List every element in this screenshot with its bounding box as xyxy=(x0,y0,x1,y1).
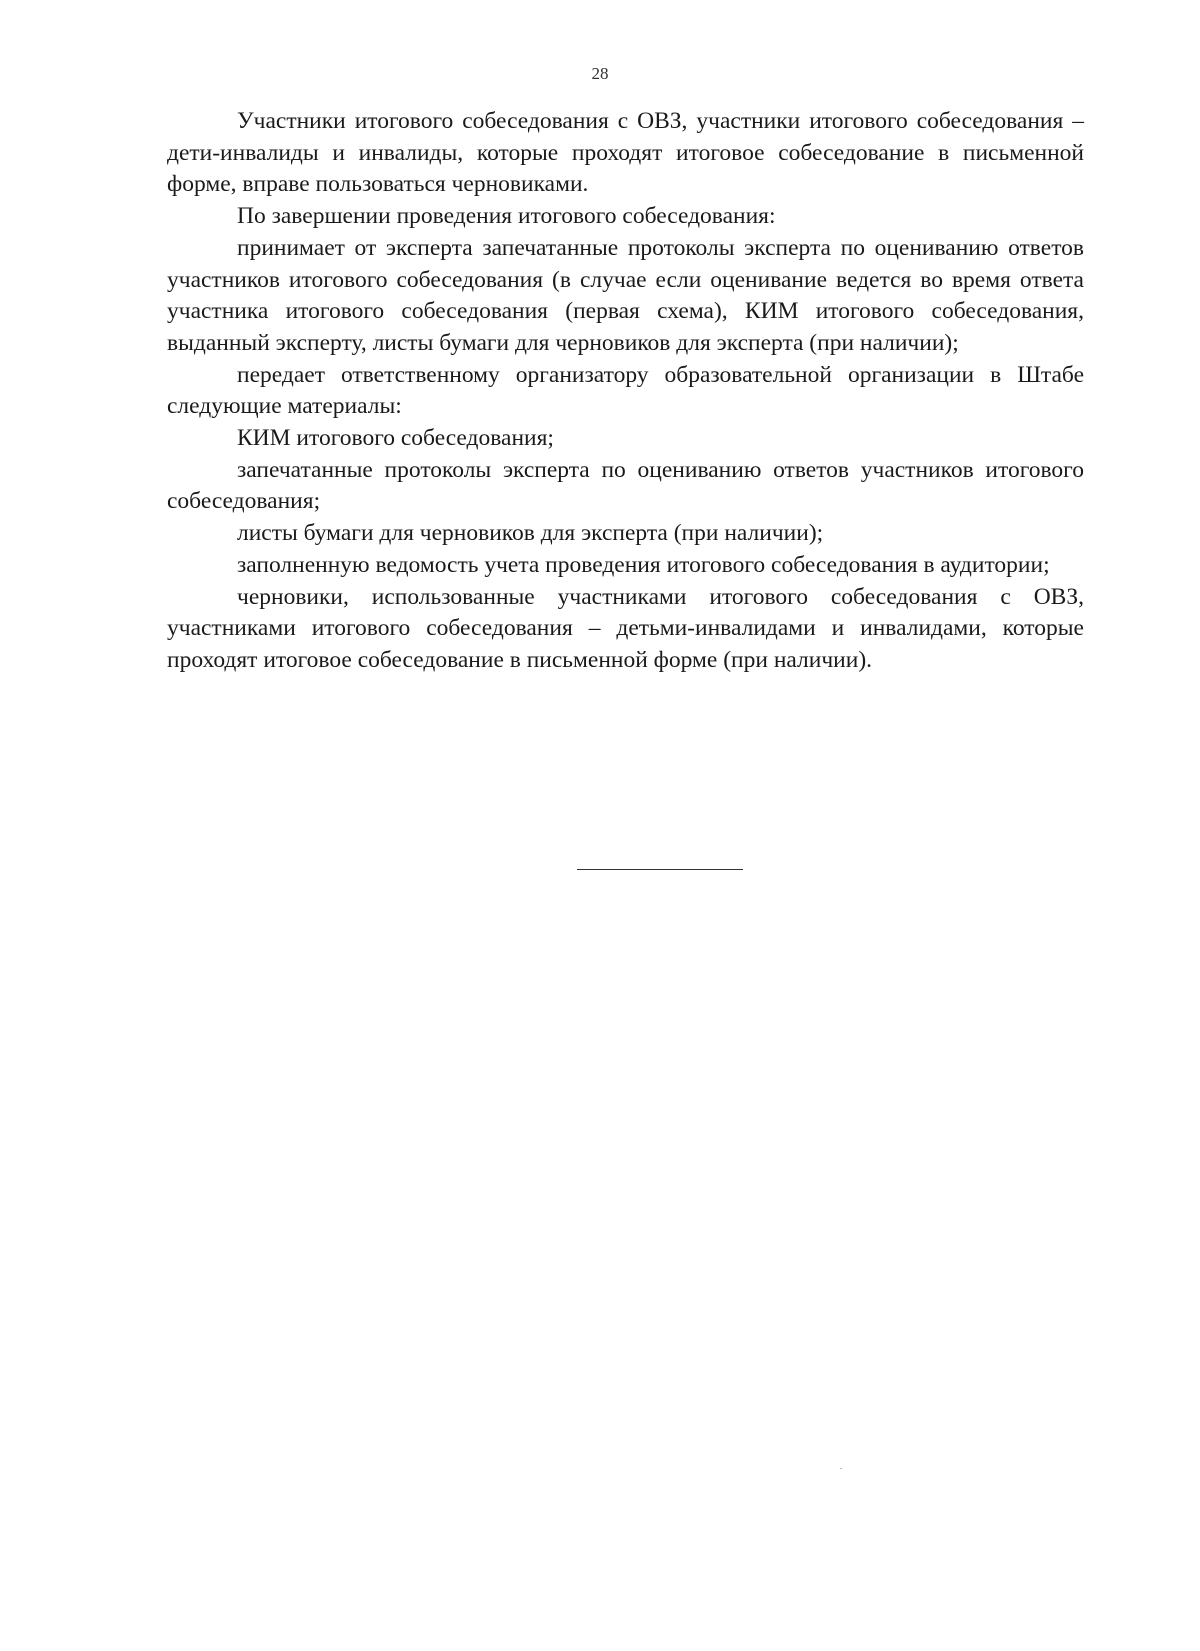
paragraph-after-completion: По завершении проведения итогового собеседования: xyxy=(237,203,776,230)
paragraph-receives-from-expert: принимает от эксперта запечатанные протоколы эксперта по оцениванию ответов участников итогового собеседования (в случае если оценивание ведется во время ответа участника итогового собеседования (первая схема), КИМ итогового собеседования, выданный эксперту, листы бумаги для черновиков для эксперта (при наличии); xyxy=(167,234,1084,356)
list-item-attendance-record: заполненную ведомость учета проведения итогового собеседования в аудитории; xyxy=(237,551,1050,578)
paragraph-drafts-permission: Участники итогового собеседования с ОВЗ, участники итогового собеседования – дети-инвалиды и инвалиды, которые проходят итоговое собеседование в письменной форме, вправе пользоваться черновиками. xyxy=(167,108,1084,198)
scan-speck xyxy=(840,1468,842,1469)
paragraph-hands-over-to-headquarters: передает ответственному организатору образовательной организации в Штабе следующие материалы: xyxy=(167,361,1084,420)
document-body xyxy=(167,106,1084,677)
list-item-draft-sheets: листы бумаги для черновиков для эксперта (при наличии); xyxy=(237,520,824,547)
list-item-kim: КИМ итогового собеседования; xyxy=(237,425,554,452)
list-item-sealed-protocols: запечатанные протоколы эксперта по оцениванию ответов участников итогового собеседования; xyxy=(167,456,1084,515)
list-item-used-drafts: черновики, использованные участниками итогового собеседования с ОВЗ, участниками итогового собеседования – детьми-инвалидами и инвалидами, которые проходят итоговое собеседование в письменной форме (при наличии). xyxy=(167,583,1084,673)
end-of-document-rule xyxy=(577,869,743,870)
page-number: 28 xyxy=(591,64,609,83)
